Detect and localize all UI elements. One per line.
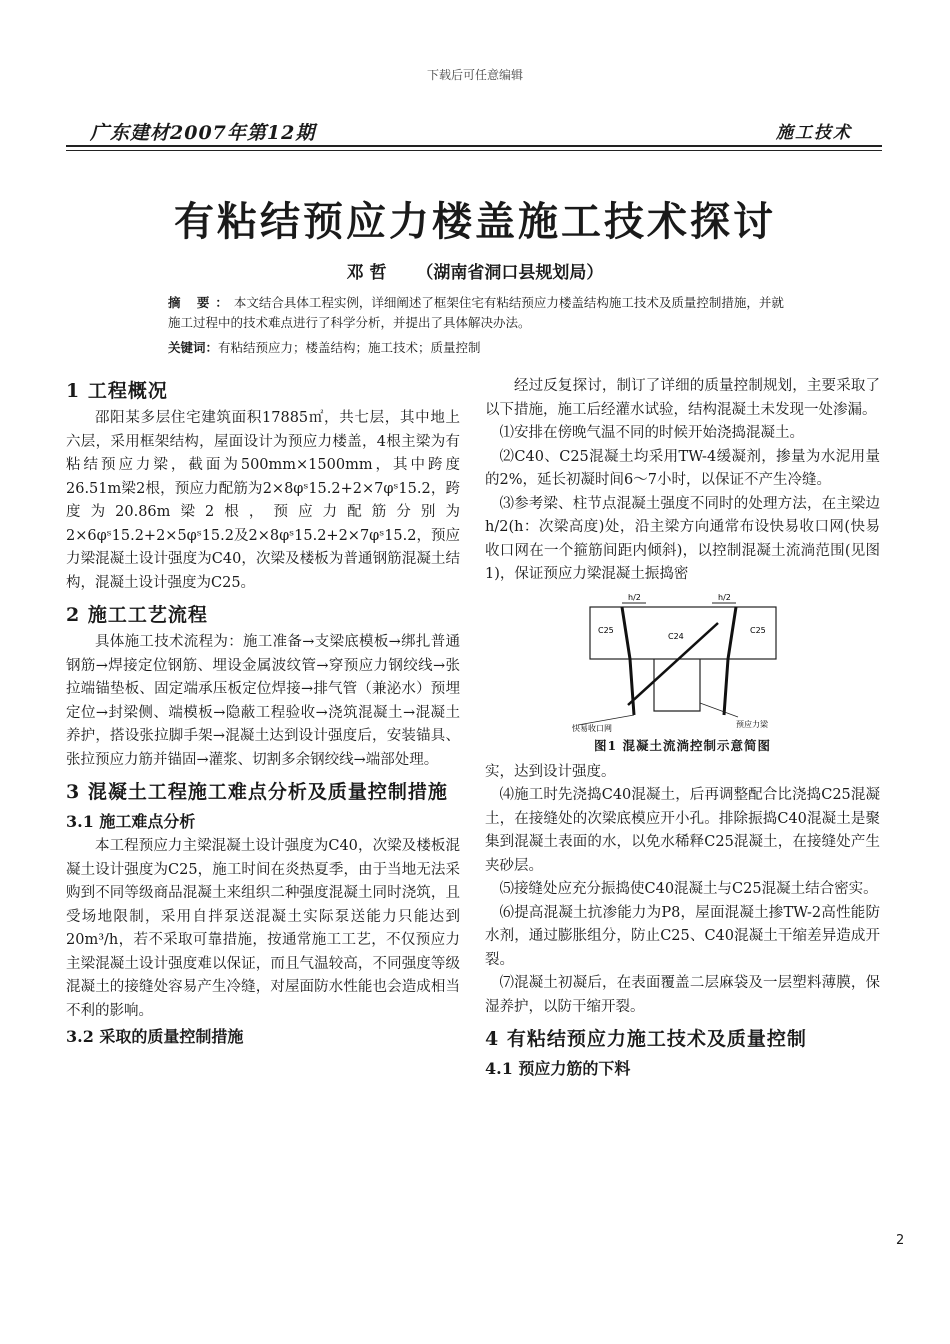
leader-beam — [700, 703, 738, 717]
measure-item-6: ⑹提高混凝土抗渗能力为P8，屋面混凝土掺TW-2高性能防水剂，通过膨胀组分，防止C25、C40混凝土干缩差异造成开裂。 — [485, 904, 880, 968]
abstract-label: 摘 要： — [168, 295, 234, 310]
section-2-paragraph: 具体施工技术流程为：施工准备→支梁底模板→绑扎普通钢筋→焊接定位钢筋、埋设金属波纹管→穿预应力钢绞线→张拉端锚垫板、固定端承压板定位焊接→排气管（兼泌水）预埋定位→封梁侧、端模板→隐蔽工程验收→浇筑混凝土→混凝土养护，搭设张拉脚手架→混凝土达到设计强度后，安装锚具、张拉预应力筋并锚固→灌浆、切割多余钢绞线→端部处理。 — [66, 634, 460, 768]
right-column — [485, 375, 880, 1082]
author-affiliation: （湖南省洞口县规划局） — [416, 263, 604, 283]
dim-label-right: h/2 — [717, 592, 731, 602]
keywords — [168, 338, 788, 358]
label-c25-left: C25 — [597, 625, 614, 635]
section-3-2-paragraph: 经过反复探讨，制订了详细的质量控制规划，主要采取了以下措施，施工后经灌水试验，结构混凝土未发现一处渗漏。 — [485, 378, 880, 418]
keywords-text: 有粘结预应力；楼盖结构；施工技术；质量控制 — [218, 340, 481, 355]
measure-item-3-continued: 实，达到设计强度。 — [485, 763, 616, 780]
author-line — [0, 258, 950, 283]
measure-item-7: ⑺混凝土初凝后，在表面覆盖二层麻袋及一层塑料薄膜，保湿养护，以防干缩开裂。 — [485, 975, 880, 1015]
watermark-text: 下载后可任意编辑 — [426, 68, 523, 82]
section-4-heading: 4 有粘结预应力施工技术及质量控制 — [485, 1028, 807, 1050]
journal-name: 广东建材2007年第12期 — [90, 122, 316, 144]
label-c24: C24 — [667, 631, 684, 641]
author-name: 邓 哲 — [346, 263, 387, 283]
measure-item-5: ⑸接缝处应充分振捣使C40混凝土与C25混凝土结合密实。 — [499, 881, 878, 897]
section-3-1-paragraph: 本工程预应力主梁混凝土设计强度为C40，次梁及楼板混凝土设计强度为C25，施工时间在炎热夏季，由于当地无法采购到不同等级商品混凝土来组织二种强度混凝土同时浇筑，且受场地限制，采用自拌泵送混凝土实际泵送能力只能达到20m³/h，若不采取可靠措施，按通常施工工艺，不仅预应力主梁混凝土设计强度难以保证，而且气温较高，不同强度等级混凝土的接缝处容易产生冷缝，对屋面防水性能也会造成相当不利的影响。 — [66, 838, 460, 1019]
section-1-paragraph: 邵阳某多层住宅建筑面积17885㎡，共七层，其中地上六层，采用框架结构，屋面设计为预应力楼盖，4根主梁为有粘结预应力梁，截面为500mm×1500mm，其中跨度26.51m梁2根，预应力配筋为2×8φˢ15.2+2×7φˢ15.2，跨度为20.86m梁2根，预应力配筋分别为2×6φˢ15.2+2×5φˢ15.2及2×8φˢ15.2+2×7φˢ15.2，预应力梁混凝土设计强度为C40，次梁及楼板为普通钢筋混凝土结构，混凝土设计强度为C25。 — [66, 410, 460, 591]
section-1-heading: 1 工程概况 — [66, 380, 168, 402]
paper-title: 有粘结预应力楼盖施工技术探讨 — [174, 198, 776, 245]
measure-item-3: ⑶参考梁、柱节点混凝土强度不同时的处理方法，在主梁边h/2(h：次梁高度)处，沿主梁方向通常布设快易收口网(快易收口网在一个箍筋间距内倾斜)，以控制混凝土流淌范围(见图1)，保证预应力梁混凝土振捣密 — [485, 495, 880, 582]
section-3-2-heading: 3.2 采取的质量控制措施 — [66, 1027, 244, 1046]
dim-label-left: h/2 — [627, 592, 641, 602]
section-4-1-heading: 4.1 预应力筋的下料 — [485, 1059, 631, 1078]
section-2-heading: 2 施工工艺流程 — [66, 604, 208, 626]
measure-item-4: ⑷施工时先浇捣C40混凝土，后再调整配合比浇捣C25混凝土，在接缝处的次梁底模应开小孔。排除振捣C40混凝土是聚集到混凝土表面的水，以免水稀释C25混凝土，在接缝处产生夹砂层。 — [485, 787, 880, 874]
left-column — [66, 375, 460, 1050]
section-tag: 施工技术 — [776, 123, 852, 143]
header-rule-thin — [66, 150, 882, 151]
figure-1 — [485, 593, 880, 757]
page-number: 2 — [896, 1233, 905, 1248]
abstract — [168, 293, 788, 333]
label-c25-right: C25 — [749, 625, 766, 635]
header-rule-thick — [66, 145, 882, 147]
abstract-text: 本文结合具体工程实例，详细阐述了框架住宅有粘结预应力楼盖结构施工技术及质量控制措施，并就施工过程中的技术难点进行了科学分析，并提出了具体解决办法。 — [168, 295, 784, 330]
section-3-heading: 3 混凝土工程施工难点分析及质量控制措施 — [66, 781, 448, 803]
concrete-flow-diagram — [568, 593, 798, 733]
flow-net-right — [724, 607, 736, 715]
measure-item-1: ⑴安排在傍晚气温不同的时候开始浇捣混凝土。 — [499, 425, 804, 441]
flow-net-left — [622, 607, 634, 715]
label-beam: 预应力梁 — [735, 719, 768, 729]
section-3-1-heading: 3.1 施工难点分析 — [66, 812, 196, 831]
beam-outline — [654, 659, 700, 711]
keywords-label: 关键词： — [168, 340, 219, 355]
label-net: 快易收口网 — [571, 723, 612, 733]
figure-1-caption: 图1 混凝土流淌控制示意简图 — [593, 737, 772, 753]
measure-item-2: ⑵C40、C25混凝土均采用TW-4缓凝剂，掺量为水泥用量的2%，延长初凝时间6～7小时，以保证不产生冷缝。 — [485, 448, 880, 488]
